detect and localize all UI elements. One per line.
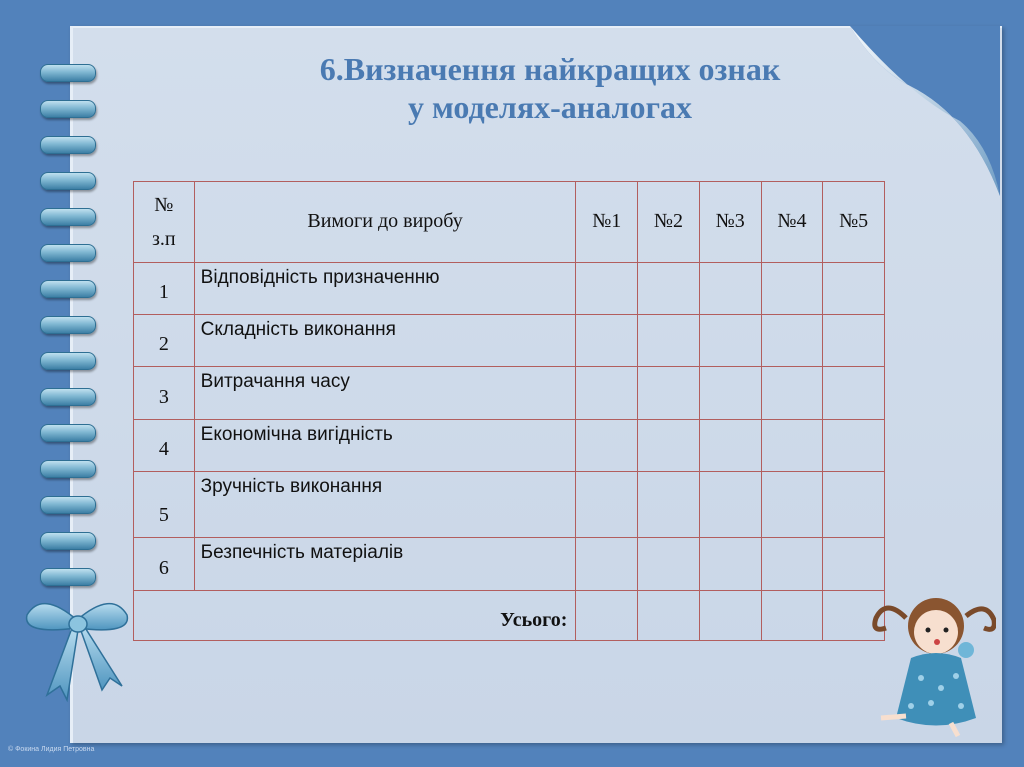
row-number: 5 xyxy=(134,471,195,537)
requirements-table xyxy=(133,181,885,641)
score-cell[interactable] xyxy=(638,471,700,537)
score-cell[interactable] xyxy=(761,419,823,471)
row-requirement: Економічна вигідність xyxy=(194,419,576,471)
header-number: № з.п xyxy=(134,182,195,263)
total-row xyxy=(134,590,885,640)
row-requirement: Складність виконання xyxy=(194,314,576,366)
table-row xyxy=(134,367,885,419)
girl-illustration-icon xyxy=(866,588,996,738)
header-model-1: №1 xyxy=(576,182,638,263)
spiral-ring-icon xyxy=(40,64,96,82)
spiral-ring-icon xyxy=(40,568,96,586)
row-requirement: Відповідність призначенню xyxy=(194,262,576,314)
row-number: 1 xyxy=(134,262,195,314)
score-cell[interactable] xyxy=(699,314,761,366)
score-cell[interactable] xyxy=(638,314,700,366)
score-cell[interactable] xyxy=(823,419,885,471)
page-curl-icon xyxy=(850,26,1000,196)
row-requirement: Безпечність матеріалів xyxy=(194,538,576,590)
total-cell[interactable] xyxy=(699,590,761,640)
score-cell[interactable] xyxy=(699,367,761,419)
score-cell[interactable] xyxy=(699,262,761,314)
total-label: Усього: xyxy=(134,590,576,640)
score-cell[interactable] xyxy=(638,262,700,314)
table-header-row xyxy=(134,182,885,263)
score-cell[interactable] xyxy=(823,262,885,314)
score-cell[interactable] xyxy=(699,538,761,590)
score-cell[interactable] xyxy=(823,314,885,366)
total-cell[interactable] xyxy=(638,590,700,640)
score-cell[interactable] xyxy=(699,419,761,471)
spiral-ring-icon xyxy=(40,244,96,262)
table-row xyxy=(134,419,885,471)
header-model-5: №5 xyxy=(823,182,885,263)
spiral-ring-icon xyxy=(40,424,96,442)
slide-title xyxy=(230,50,870,126)
row-number: 6 xyxy=(134,538,195,590)
score-cell[interactable] xyxy=(638,538,700,590)
score-cell[interactable] xyxy=(576,419,638,471)
score-cell[interactable] xyxy=(576,538,638,590)
score-cell[interactable] xyxy=(576,314,638,366)
spiral-ring-icon xyxy=(40,496,96,514)
score-cell[interactable] xyxy=(576,471,638,537)
score-cell[interactable] xyxy=(699,471,761,537)
score-cell[interactable] xyxy=(761,367,823,419)
spiral-ring-icon xyxy=(40,136,96,154)
spiral-ring-icon xyxy=(40,100,96,118)
spiral-ring-icon xyxy=(40,280,96,298)
score-cell[interactable] xyxy=(823,471,885,537)
title-line-2: у моделях-аналогах xyxy=(408,89,692,125)
score-cell[interactable] xyxy=(576,262,638,314)
spiral-ring-icon xyxy=(40,316,96,334)
table-row xyxy=(134,262,885,314)
spiral-ring-icon xyxy=(40,532,96,550)
score-cell[interactable] xyxy=(638,419,700,471)
table-row xyxy=(134,538,885,590)
score-cell[interactable] xyxy=(638,367,700,419)
spiral-ring-icon xyxy=(40,208,96,226)
row-number: 2 xyxy=(134,314,195,366)
total-cell[interactable] xyxy=(761,590,823,640)
header-requirements: Вимоги до виробу xyxy=(194,182,576,263)
title-line-1: 6.Визначення найкращих ознак xyxy=(319,51,781,87)
spiral-ring-icon xyxy=(40,388,96,406)
table-row xyxy=(134,314,885,366)
row-requirement: Зручність виконання xyxy=(194,471,576,537)
row-number: 3 xyxy=(134,367,195,419)
score-cell[interactable] xyxy=(761,262,823,314)
row-number: 4 xyxy=(134,419,195,471)
score-cell[interactable] xyxy=(823,538,885,590)
header-model-2: №2 xyxy=(638,182,700,263)
score-cell[interactable] xyxy=(761,314,823,366)
spiral-ring-icon xyxy=(40,352,96,370)
score-cell[interactable] xyxy=(576,367,638,419)
score-cell[interactable] xyxy=(823,367,885,419)
total-cell[interactable] xyxy=(576,590,638,640)
header-model-4: №4 xyxy=(761,182,823,263)
table-row xyxy=(134,471,885,537)
score-cell[interactable] xyxy=(761,471,823,537)
row-requirement: Витрачання часу xyxy=(194,367,576,419)
header-model-3: №3 xyxy=(699,182,761,263)
spiral-ring-icon xyxy=(40,460,96,478)
copyright-text: © Фокина Лидия Петровна xyxy=(8,746,95,753)
bow-icon xyxy=(22,590,132,705)
score-cell[interactable] xyxy=(761,538,823,590)
spiral-ring-icon xyxy=(40,172,96,190)
